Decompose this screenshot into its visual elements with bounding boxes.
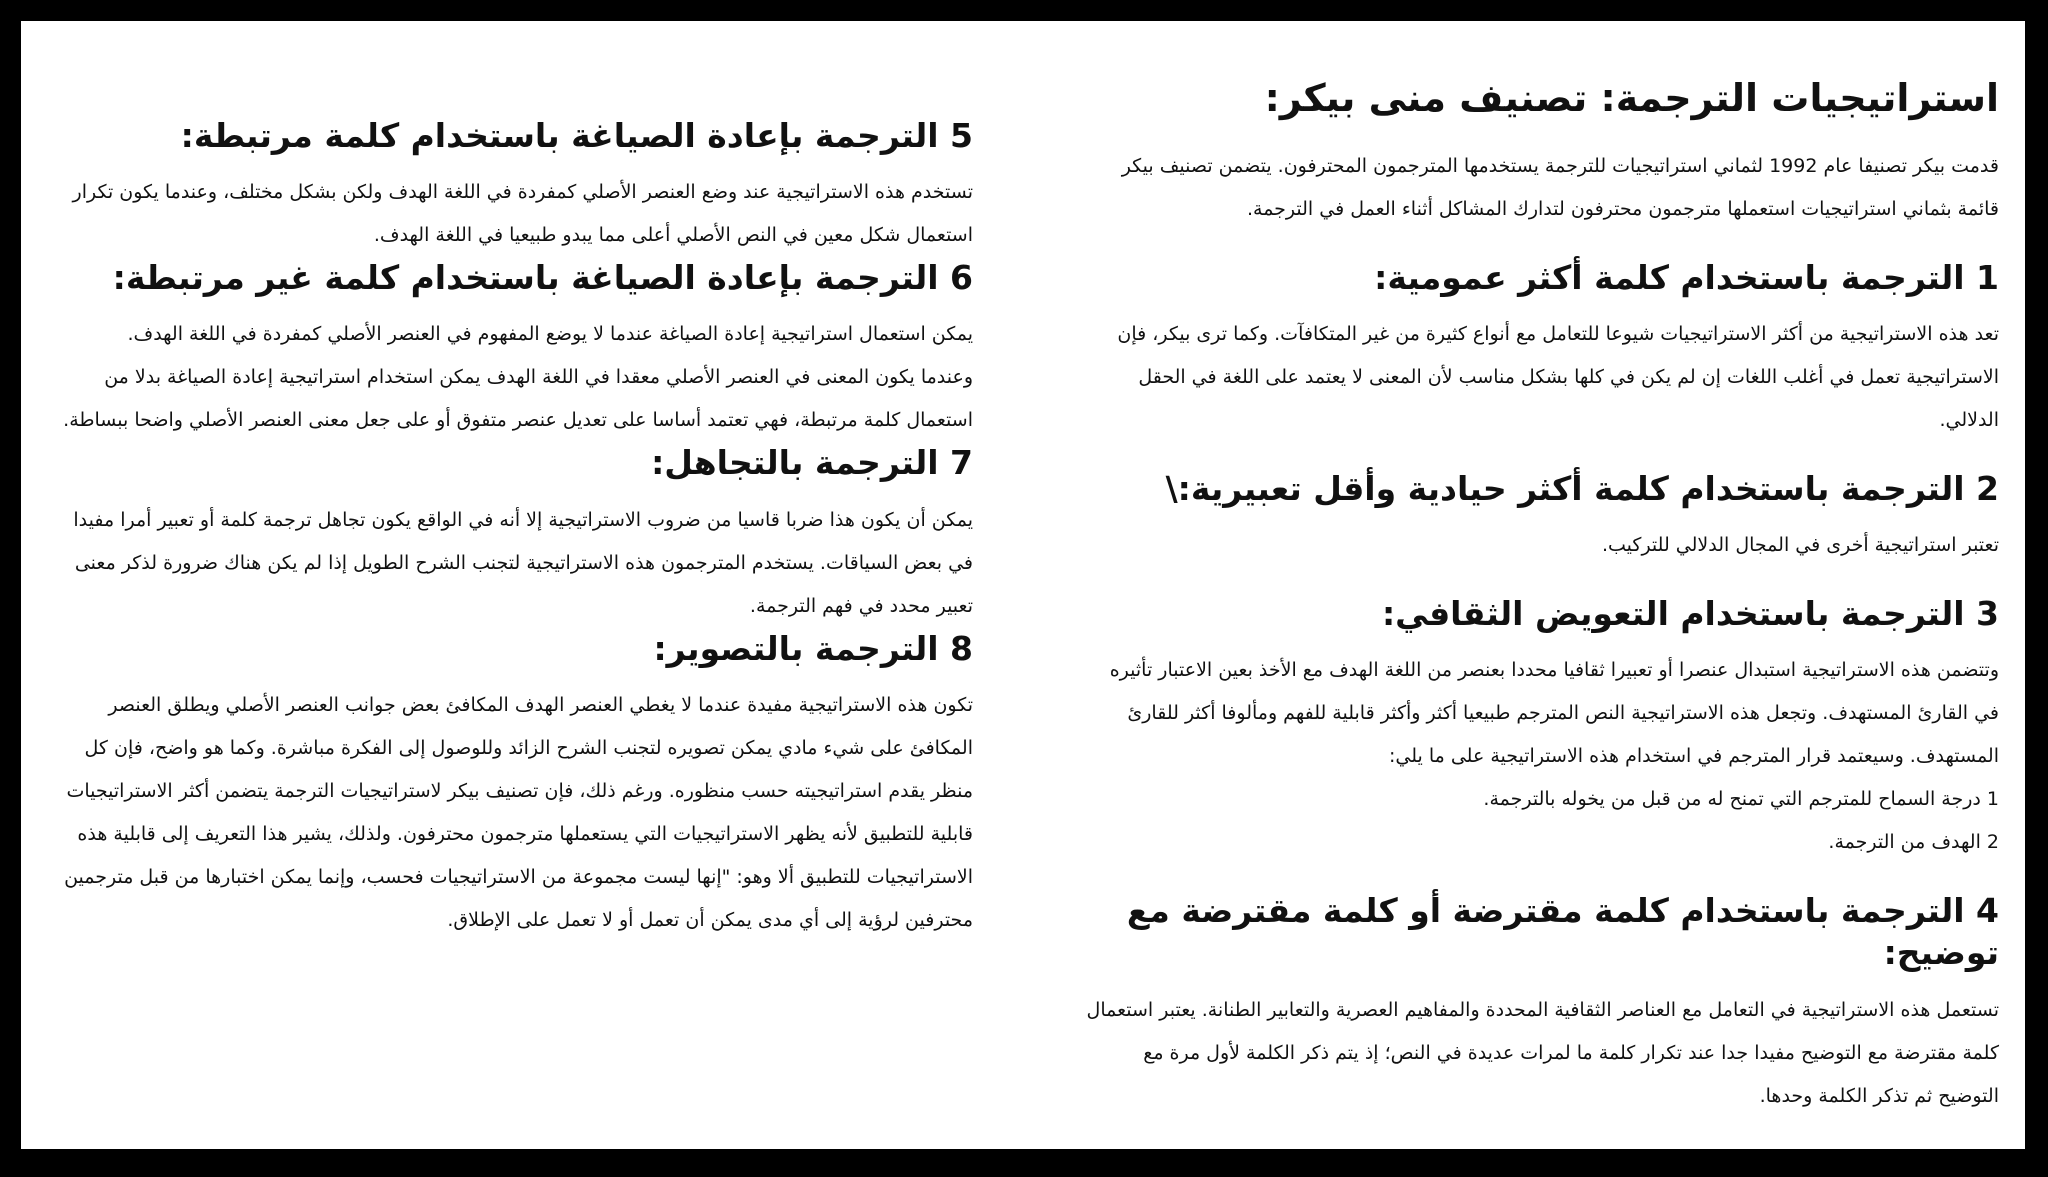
section-title: الترجمة بإعادة الصياغة باستخدام كلمة مرتبطة:	[180, 116, 939, 155]
strategy-7	[61, 442, 973, 627]
section-number: 2	[1976, 468, 1999, 508]
section-paragraph: وعندما يكون المعنى في العنصر الأصلي معقدا في اللغة الهدف يمكن استخدام استراتيجية إعادة الصياغة بدلا من استعمال كلمة مرتبطة، فهي تعتمد أساسا على تعديل عنصر متفوق أو على جعل معنى العنصر الأصلي واضحا ببساطة.	[63, 366, 973, 432]
section-title: الترجمة بإعادة الصياغة باستخدام كلمة غير مرتبطة:	[112, 258, 939, 298]
section-number: 5	[950, 116, 973, 155]
section-title: الترجمة باستخدام كلمة أكثر عمومية:	[1374, 257, 1965, 297]
section-title: الترجمة بالتجاهل:	[651, 443, 939, 483]
section-heading	[61, 115, 973, 157]
left-column	[61, 115, 973, 942]
right-column	[1081, 55, 1999, 1118]
strategy-4	[1081, 890, 1999, 1117]
section-heading	[61, 442, 973, 484]
section-title: الترجمة باستخدام التعويض الثقافي:	[1381, 593, 1965, 633]
section-paragraph: يمكن أن يكون هذا ضربا قاسيا من ضروب الاستراتيجية إلا أنه في الواقع يكون تجاهل ترجمة كلمة أو تعبير أمرا مفيدا في بعض السياقات. يستخدم المترجمون هذه الاستراتيجية لتجنب الشرح الطويل إذا لم يكن هناك ضرورة لذكر معنى تعبير محدد في فهم الترجمة.	[73, 508, 973, 617]
strategy-2	[1081, 468, 1999, 567]
list-item: 1 درجة السماح للمترجم التي تمنح له من قبل من يخوله بالترجمة.	[1483, 788, 1999, 811]
section-number: 8	[950, 628, 973, 668]
section-title: الترجمة باستخدام كلمة أكثر حيادية وأقل تعبيرية:\	[1165, 468, 1965, 508]
strategy-6	[61, 257, 973, 442]
section-number: 4	[1976, 891, 1999, 931]
section-number: 6	[950, 258, 973, 298]
section-heading	[61, 257, 973, 299]
section-number: 3	[1976, 593, 1999, 633]
section-heading	[1081, 593, 1999, 635]
section-paragraph: تستعمل هذه الاستراتيجية في التعامل مع العناصر الثقافية المحددة والمفاهيم العصرية والتعابير الطنانة. يعتبر استعمال كلمة مقترضة مع التوضيح مفيدا جدا عند تكرار كلمة ما لمرات عديدة في النص؛ إذ يتم ذكر الكلمة لأول مرة مع التوضيح ثم تذكر الكلمة وحدها.	[1086, 998, 1999, 1107]
strategy-5	[61, 115, 973, 257]
list-item: 2 الهدف من الترجمة.	[1828, 831, 1999, 854]
section-title: الترجمة بالتصوير:	[653, 628, 939, 668]
section-heading	[1081, 890, 1999, 974]
section-heading	[1081, 468, 1999, 510]
document-page	[21, 21, 2025, 1149]
section-title: الترجمة باستخدام كلمة مقترضة أو كلمة مقترضة مع توضيح:	[1126, 891, 1999, 973]
strategy-3	[1081, 593, 1999, 864]
section-paragraph: تعتبر استراتيجية أخرى في المجال الدلالي للتركيب.	[1601, 533, 1999, 556]
section-paragraph: تعد هذه الاستراتيجية من أكثر الاستراتيجيات شيوعا للتعامل مع أنواع كثيرة من غير المتكافآت. وكما ترى بيكر، فإن الاستراتيجية تعمل في أغلب اللغات إن لم يكن في كلها بشكل مناسب لأن المعنى لا يعتمد على اللغة في الحقل الدلالي.	[1117, 322, 1999, 431]
section-heading	[61, 628, 973, 670]
section-number: 1	[1976, 257, 1999, 297]
intro-paragraph: قدمت بيكر تصنيفا عام 1992 لثماني استراتيجيات للترجمة يستخدمها المترجمون المحترفون. يتضمن تصنيف بيكر قائمة بثماني استراتيجيات استعملها مترجمون محترفون لتدارك المشاكل أثناء العمل في الترجمة.	[1121, 154, 1999, 220]
section-paragraph: وتتضمن هذه الاستراتيجية استبدال عنصرا أو تعبيرا ثقافيا محددا بعنصر من اللغة الهدف مع الأخذ بعين الاعتبار تأثيره في القارئ المستهدف. وتجعل هذه الاستراتيجية النص المترجم طبيعيا أكثر وأكثر قابلية للفهم ومألوفا أكثر للقارئ المستهدف. وسيعتمد قرار المترجم في استخدام هذه الاستراتيجية على ما يلي:	[1109, 659, 1999, 768]
section-paragraph: يمكن استعمال استراتيجية إعادة الصياغة عندما لا يوضع المفهوم في العنصر الأصلي كمفردة في اللغة الهدف.	[127, 323, 973, 346]
section-number: 7	[950, 443, 973, 483]
page-title: استراتيجيات الترجمة: تصنيف منى بيكر:	[1264, 76, 1999, 120]
strategy-1	[1081, 257, 1999, 442]
section-paragraph: تستخدم هذه الاستراتيجية عند وضع العنصر الأصلي كمفردة في اللغة الهدف ولكن بشكل مختلف، وعندما يكون تكرار استعمال شكل معين في النص الأصلي أعلى مما يبدو طبيعيا في اللغة الهدف.	[72, 181, 973, 247]
section-heading	[1081, 257, 1999, 299]
strategy-8	[61, 628, 973, 942]
section-paragraph: تكون هذه الاستراتيجية مفيدة عندما لا يغطي العنصر الهدف المكافئ بعض جوانب العنصر الأصلي ويطلق العنصر المكافئ على شيء مادي يمكن تصويره لتجنب الشرح الزائد وللوصول إلى الفكرة مباشرة. وكما هو واضح، فإن كل منظر يقدم استراتيجيته حسب منظوره. ورغم ذلك، فإن تصنيف بيكر لاستراتيجيات الترجمة يتضمن أكثر الاستراتيجيات قابلية للتطبيق لأنه يظهر الاستراتيجيات التي يستعملها مترجمون محترفون. ولذلك، يشير هذا التعريف إلى قابلية هذه الاستراتيجيات للتطبيق ألا وهو: "إنها ليست مجموعة من الاستراتيجيات فحسب، وإنما يمكن اختبارها من قبل مترجمين محترفين لرؤية إلى أي مدى يمكن أن تعمل أو لا تعمل على الإطلاق.	[64, 693, 973, 931]
